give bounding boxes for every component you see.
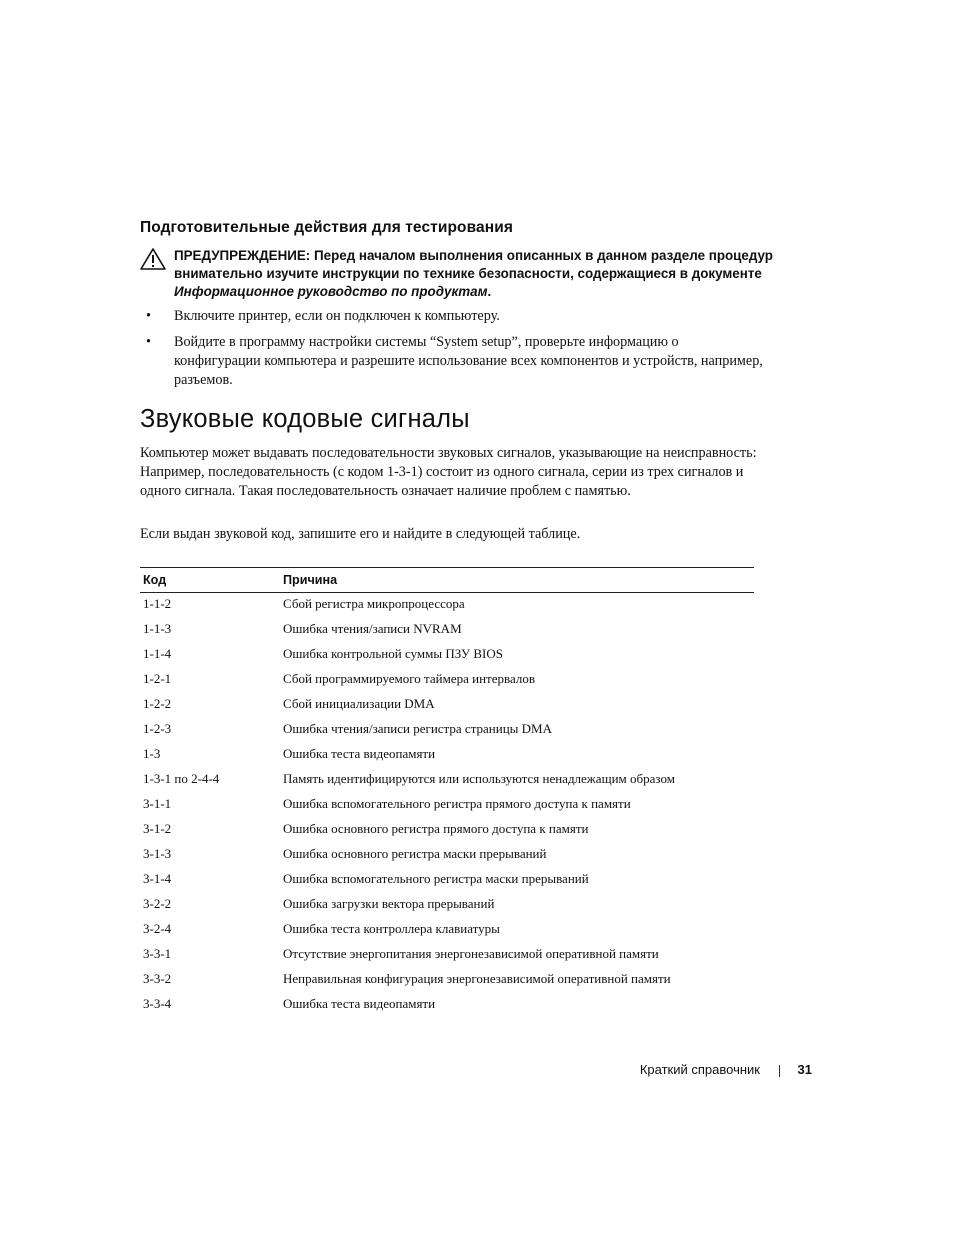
table-row [140,643,754,668]
prep-bullet-list [146,307,766,397]
warning-document-title: Информационное руководство по продуктам [174,284,488,299]
table-row [140,868,754,893]
list-item [146,307,766,326]
list-item [146,333,766,390]
warning-label: ПРЕДУПРЕЖДЕНИЕ: [174,248,311,263]
column-header-code: Код [143,573,167,587]
cell-cause: Отсутствие энергопитания энергонезависимой оперативной памяти [283,946,659,961]
cell-code: 3-1-3 [143,846,172,861]
table-row [140,943,754,968]
table-row [140,593,754,618]
cell-cause: Ошибка чтения/записи NVRAM [283,621,462,636]
cell-code: 3-3-1 [143,946,172,961]
page-footer [560,1062,816,1080]
warning-end: . [487,284,492,299]
cell-cause: Ошибка теста видеопамяти [283,996,436,1011]
page-title: Звуковые кодовые сигналы [140,405,470,433]
cell-code: 1-2-2 [143,696,172,711]
cell-code: 3-3-2 [143,971,172,986]
cell-cause: Сбой инициализации DMA [283,696,435,711]
cell-code: 3-3-4 [143,996,172,1011]
cell-code: 1-2-1 [143,671,172,686]
table-row [140,918,754,943]
table-row [140,668,754,693]
bullet-icon: • [146,334,151,350]
cell-cause: Сбой программируемого таймера интервалов [283,671,535,686]
bullet-text: Войдите в программу настройки системы “System setup”, проверьте информацию о конфигурации компьютера и разрешите использование всех компонентов и устройств, например, разъемов. [174,334,763,388]
bullet-text: Включите принтер, если он подключен к компьютеру. [174,308,500,324]
intro-paragraph: Компьютер может выдавать последовательности звуковых сигналов, указывающие на неисправность: Например, последовательность (с кодом 1-3-1) состоит из одного сигнала, серии из трех сигналов и одного сигнала. Такая последовательность означает наличие проблем с памятью. [140,445,757,499]
table-row [140,743,754,768]
table-row [140,768,754,793]
page-number: 31 [797,1062,812,1077]
cell-code: 1-1-3 [143,621,172,636]
cell-code: 1-1-2 [143,596,172,611]
cell-code: 3-1-4 [143,871,172,886]
table-row [140,993,754,1018]
cell-cause: Ошибка чтения/записи регистра страницы DMA [283,721,552,736]
cell-cause: Ошибка основного регистра прямого доступа к памяти [283,821,589,836]
cell-cause: Ошибка контрольной суммы ПЗУ BIOS [283,646,503,661]
table-row [140,968,754,993]
cell-code: 3-1-2 [143,821,172,836]
cell-cause: Память идентифицируются или используются ненадлежащим образом [283,771,675,786]
footer-divider [779,1065,780,1077]
cell-code: 3-2-2 [143,896,172,911]
cell-cause: Сбой регистра микропроцессора [283,596,465,611]
instruction-paragraph: Если выдан звуковой код, запишите его и найдите в следующей таблице. [140,526,581,542]
cell-cause: Ошибка теста видеопамяти [283,746,436,761]
warning-body: Перед началом выполнения описанных в данном разделе процедур внимательно изучите инструкции по технике безопасности, содержащиеся в документе [174,248,773,281]
table-header [140,568,754,593]
cell-cause: Ошибка теста контроллера клавиатуры [283,921,500,936]
table-body [140,593,754,1018]
cell-cause: Ошибка вспомогательного регистра маски прерываний [283,871,589,886]
table-row [140,793,754,818]
cell-code: 3-2-4 [143,921,172,936]
cell-code: 3-1-1 [143,796,172,811]
bullet-icon: • [146,308,151,324]
cell-cause: Ошибка вспомогательного регистра прямого доступа к памяти [283,796,631,811]
beep-code-table [140,567,754,1018]
warning-triangle-icon [140,248,166,270]
cell-cause: Неправильная конфигурация энергонезависимой оперативной памяти [283,971,671,986]
table-row [140,818,754,843]
cell-code: 1-2-3 [143,721,172,736]
cell-code: 1-3 [143,746,161,761]
table-row [140,693,754,718]
cell-cause: Ошибка основного регистра маски прерываний [283,846,547,861]
column-header-cause: Причина [283,573,338,587]
cell-code: 1-3-1 по 2-4-4 [143,771,220,786]
section-subheading: Подготовительные действия для тестирования [140,219,514,236]
table-row [140,618,754,643]
table-row [140,718,754,743]
footer-title: Краткий справочник [639,1062,760,1077]
table-row [140,893,754,918]
table-row [140,843,754,868]
cell-cause: Ошибка загрузки вектора прерываний [283,896,495,911]
warning-text [174,247,774,301]
cell-code: 1-1-4 [143,646,172,661]
